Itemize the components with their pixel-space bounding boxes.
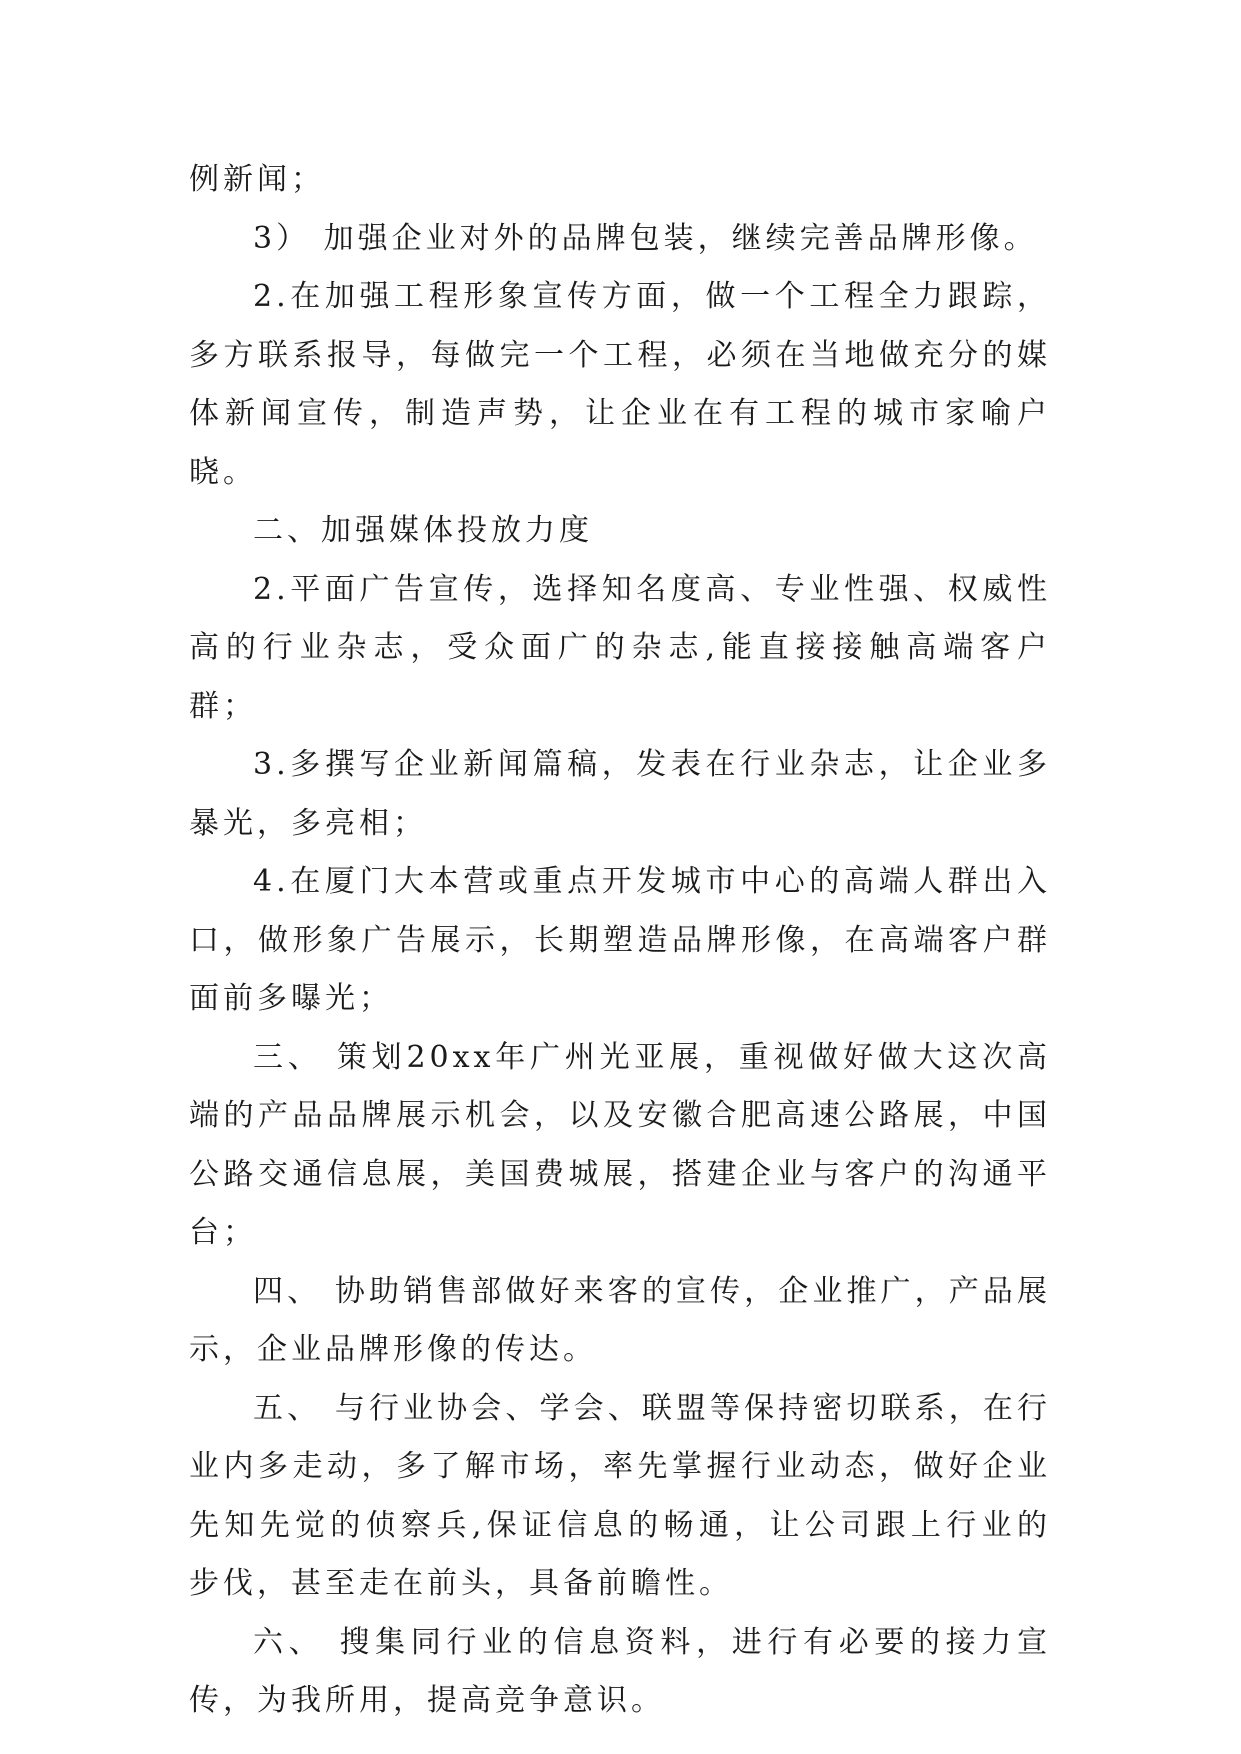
section-heading-two: 二、加强媒体投放力度 bbox=[253, 513, 593, 548]
paragraph-news-articles: 3.多撰写企业新闻篇稿，发表在行业杂志，让企业多暴光，多亮相； bbox=[189, 747, 1051, 841]
paragraph-engineering-image: 2.在加强工程形象宣传方面，做一个工程全力跟踪，多方联系报导，每做完一个工程，必须在当地做充分的媒体新闻宣传，制造声势，让企业在有工程的城市家喻户晓。 bbox=[189, 279, 1051, 490]
paragraph-print-advertising: 2.平面广告宣传，选择知名度高、专业性强、权威性高的行业杂志，受众面广的杂志,能直接接触高端客户群； bbox=[189, 571, 1051, 724]
paragraph-xiamen-display: 4.在厦门大本营或重点开发城市中心的高端人群出入口，做形象广告展示，长期塑造品牌形像，在高端客户群面前多曝光； bbox=[189, 864, 1051, 1016]
section-four-sales-support: 四、 协助销售部做好来客的宣传，企业推广，产品展示，企业品牌形像的传达。 bbox=[189, 1273, 1051, 1367]
paragraph-item-3: 3） 加强企业对外的品牌包装，继续完善品牌形像。 bbox=[253, 220, 1038, 256]
paragraph-continuation: 例新闻； bbox=[189, 162, 325, 197]
section-five-industry-contact: 五、 与行业协会、学会、联盟等保持密切联系，在行业内多走动，多了解市场，率先掌握行业动态，做好企业先知先觉的侦察兵,保证信息的畅通，让公司跟上行业的步伐，甚至走在前头，具备前瞻性。 bbox=[189, 1390, 1051, 1601]
section-three-exhibitions: 三、 策划20xx年广州光亚展，重视做好做大这次高端的产品品牌展示机会，以及安徽合肥高速公路展，中国公路交通信息展，美国费城展，搭建企业与客户的沟通平台； bbox=[189, 1039, 1051, 1250]
document-body bbox=[189, 151, 1051, 1731]
section-six-information-collection: 六、 搜集同行业的信息资料，进行有必要的接力宣传，为我所用，提高竞争意识。 bbox=[189, 1624, 1051, 1718]
